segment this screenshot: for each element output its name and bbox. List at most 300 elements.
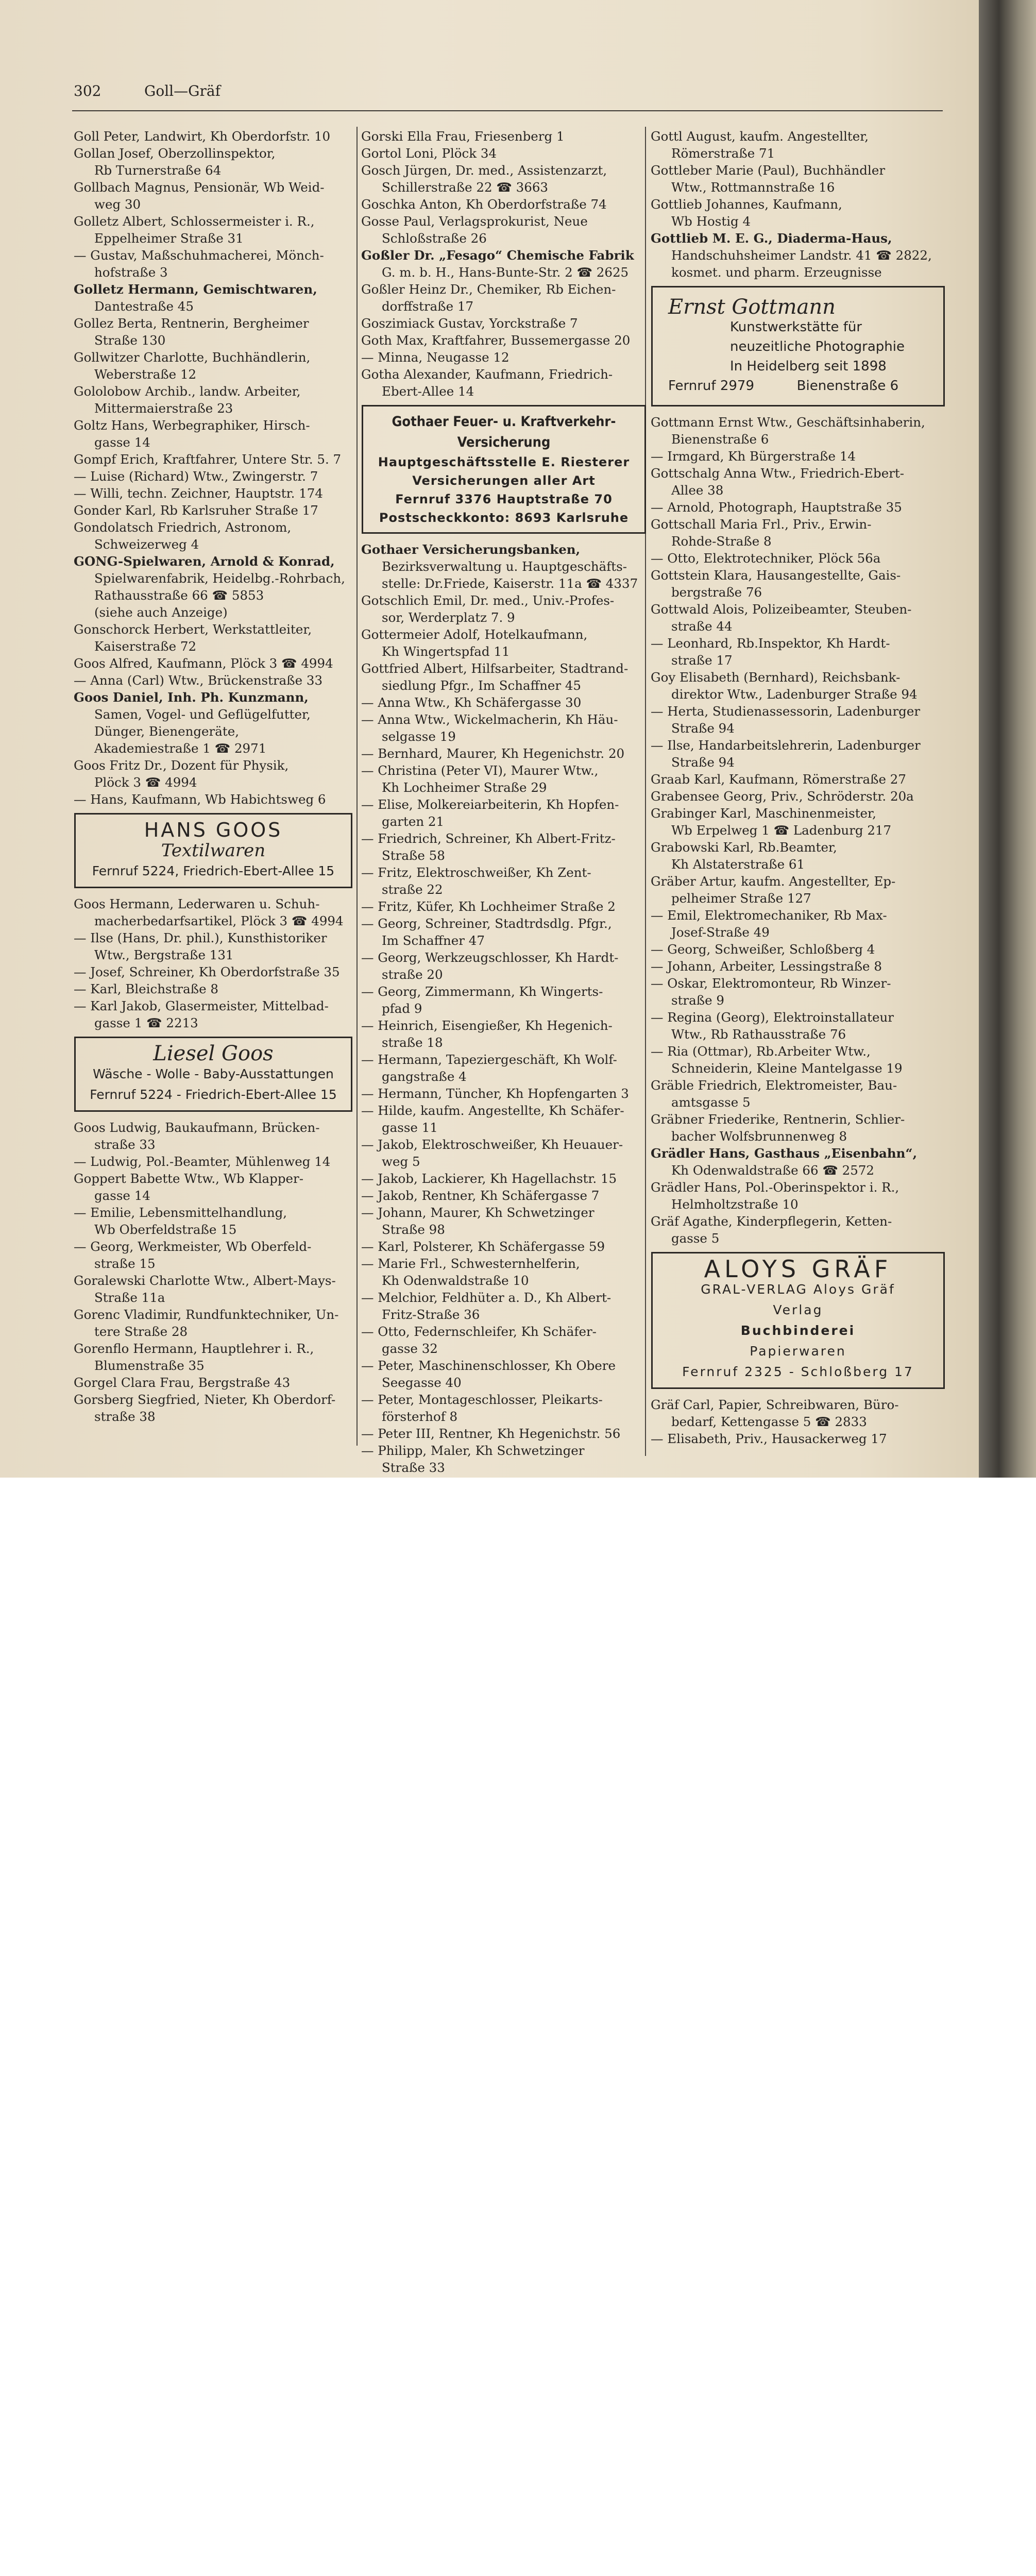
directory-entry (362, 1425, 646, 1442)
entry-continuation-line: pelheimer Straße 127 (671, 891, 811, 906)
directory-entry (362, 898, 646, 915)
entry-continuation-line: Kh Alstaterstraße 61 (671, 857, 805, 872)
entries-list (651, 414, 945, 1247)
entry-first-line: — Georg, Werkmeister, Wb Oberfeld- (74, 1239, 312, 1254)
directory-entry (74, 128, 352, 145)
entry-first-line: Grabowski Karl, Rb.Beamter, (651, 840, 837, 855)
directory-entry (362, 145, 646, 162)
entry-continuation-line: straße 15 (94, 1256, 156, 1271)
entry-first-line: Gosse Paul, Verlagsprokurist, Neue (361, 214, 588, 229)
entry-continuation-line: gasse 14 (94, 1188, 150, 1203)
header-rule (72, 110, 943, 111)
ad-contact: Fernruf 5224, Friedrich-Ebert-Allee 15 (92, 863, 335, 878)
directory-entry (362, 128, 646, 145)
entry-first-line: — Regina (Georg), Elektroinstallateur (651, 1010, 894, 1025)
directory-entry (74, 315, 352, 349)
directory-entry (362, 830, 646, 864)
entry-continuation-line: Spielwarenfabrik, Heidelbg.-Rohrbach, (94, 571, 345, 586)
directory-entry (74, 997, 352, 1031)
directory-entry (651, 567, 945, 601)
directory-entry (362, 796, 646, 830)
entry-first-line: — Christina (Peter VI), Maurer Wtw., (361, 763, 599, 778)
entry-first-line: Gondolatsch Friedrich, Astronom, (74, 520, 292, 535)
entry-continuation-line: Plöck 3 ☎ 4994 (94, 775, 197, 790)
directory-entry (362, 1102, 646, 1136)
entry-first-line: Golletz Albert, Schlossermeister i. R., (74, 214, 315, 229)
entry-continuation-line: gasse 32 (382, 1341, 438, 1356)
entry-continuation-line: Josef-Straße 49 (671, 925, 770, 940)
directory-entry (651, 465, 945, 499)
entry-continuation-line: direktor Wtw., Ladenburger Straße 94 (671, 687, 918, 702)
entry-first-line: Goos Daniel, Inh. Ph. Kunzmann, (74, 690, 309, 705)
entry-first-line: Gortol Loni, Plöck 34 (361, 146, 497, 161)
directory-entry (362, 213, 646, 247)
entry-continuation-line: Akademiestraße 1 ☎ 2971 (94, 741, 267, 756)
entry-continuation-line: straße 9 (671, 993, 724, 1008)
entry-first-line: Goll Peter, Landwirt, Kh Oberdorfstr. 10 (74, 129, 331, 144)
ad-line: GRAL-VERLAG Aloys Gräf (701, 1282, 895, 1297)
directory-entry (74, 1306, 352, 1340)
ad-title: ALOYS GRÄF (704, 1255, 892, 1283)
ad-line: neuzeitliche Photographie (730, 339, 905, 354)
entry-continuation-line: Dünger, Bienengeräte, (94, 724, 240, 739)
entry-continuation-line: G. m. b. H., Hans-Bunte-Str. 2 ☎ 2625 (382, 265, 629, 280)
entry-first-line: — Elise, Molkereiarbeiterin, Kh Hopfen- (361, 797, 619, 812)
entry-first-line: — Jakob, Rentner, Kh Schäfergasse 7 (361, 1188, 600, 1203)
directory-entry (362, 281, 646, 315)
entry-continuation-line: Seegasse 40 (382, 1375, 462, 1390)
entry-first-line: — Anna (Carl) Wtw., Brückenstraße 33 (74, 673, 323, 688)
entry-first-line: Grabensee Georg, Priv., Schröderstr. 20a (651, 789, 914, 804)
directory-entry (651, 1111, 945, 1145)
entries-list (362, 128, 646, 400)
column-divider (356, 127, 358, 1446)
entry-first-line: Goy Elisabeth (Bernhard), Reichsbank- (651, 670, 901, 685)
directory-entry (651, 448, 945, 465)
directory-entry (74, 1340, 352, 1374)
entry-first-line: Gompf Erich, Kraftfahrer, Untere Str. 5. 7 (74, 452, 342, 467)
entry-continuation-line: Straße 33 (382, 1460, 445, 1475)
ad-line: Buchbinderei (740, 1323, 856, 1338)
directory-entry (362, 349, 646, 366)
entry-continuation-line: Straße 98 (382, 1222, 445, 1237)
directory-entry (74, 179, 352, 213)
entry-first-line: Goßler Heinz Dr., Chemiker, Rb Eichen- (361, 282, 616, 297)
entry-continuation-line: Wtw., Rb Rathausstraße 76 (671, 1027, 846, 1042)
directory-entry (651, 196, 945, 230)
directory-entry (651, 128, 945, 162)
entry-first-line: Gräf Agathe, Kinderpflegerin, Ketten- (651, 1214, 892, 1229)
ad-line: Verlag (773, 1302, 823, 1317)
directory-entry (651, 414, 945, 448)
directory-entry (362, 949, 646, 983)
directory-entry (651, 805, 945, 839)
directory-entry (74, 1204, 352, 1238)
entry-continuation-line: Kaiserstraße 72 (94, 639, 197, 654)
ad-line: Hauptgeschäftsstelle E. Riesterer (378, 455, 630, 469)
directory-entry (74, 895, 352, 929)
directory-entry (362, 711, 646, 745)
directory-entry (74, 1238, 352, 1272)
directory-entry (74, 1153, 352, 1170)
entry-first-line: Gräble Friedrich, Elektromeister, Bau- (651, 1078, 897, 1093)
entry-first-line: Goos Hermann, Lederwaren u. Schuh- (74, 896, 320, 911)
entry-first-line: — Oskar, Elektromonteur, Rb Winzer- (651, 976, 891, 991)
directory-entry (74, 689, 352, 757)
entries-list (74, 895, 352, 1031)
entry-first-line: Gräber Artur, kaufm. Angestellter, Ep- (651, 874, 896, 889)
entry-continuation-line: Mittermaierstraße 23 (94, 401, 233, 416)
directory-entry (74, 1170, 352, 1204)
directory-entry (74, 963, 352, 980)
entry-first-line: Golletz Hermann, Gemischtwaren, (74, 282, 317, 297)
entry-continuation-line: Straße 94 (671, 721, 735, 736)
directory-entry (362, 1204, 646, 1238)
ad-line: Kunstwerkstätte für (730, 319, 862, 335)
entry-first-line: Goppert Babette Wtw., Wb Klapper- (74, 1171, 304, 1186)
directory-entry (362, 1391, 646, 1425)
directory-entry (362, 247, 646, 281)
entry-first-line: — Otto, Elektrotechniker, Plöck 56a (651, 551, 881, 566)
entry-continuation-line: weg 30 (94, 197, 141, 212)
entry-first-line: — Hermann, Tapeziergeschäft, Kh Wolf- (361, 1052, 617, 1067)
entry-first-line: — Bernhard, Maurer, Kh Hegenichstr. 20 (361, 746, 625, 761)
entry-first-line: Gollwitzer Charlotte, Buchhändlerin, (74, 350, 311, 365)
entry-continuation-line: stelle: Dr.Friede, Kaiserstr. 11a ☎ 4337 (382, 576, 638, 591)
entry-continuation-line: bergstraße 76 (671, 585, 762, 600)
directory-entry (74, 553, 352, 621)
entry-first-line: — Arnold, Photograph, Hauptstraße 35 (651, 500, 902, 515)
directory-entry (362, 626, 646, 660)
directory-entry (362, 332, 646, 349)
entry-first-line: — Herta, Studienassessorin, Ladenburger (651, 704, 921, 719)
entry-first-line: Goos Fritz Dr., Dozent für Physik, (74, 758, 289, 773)
entry-continuation-line: kosmet. und pharm. Erzeugnisse (671, 265, 882, 280)
entry-first-line: — Leonhard, Rb.Inspektor, Kh Hardt- (651, 636, 890, 651)
entry-continuation-line: gasse 14 (94, 435, 150, 450)
ad-line: Versicherungen aller Art (412, 473, 596, 488)
directory-entry (362, 1357, 646, 1391)
entry-first-line: Goßler Dr. „Fesago“ Chemische Fabrik (361, 248, 634, 263)
entry-first-line: GONG-Spielwaren, Arnold & Konrad, (74, 554, 335, 569)
entry-continuation-line: Wtw., Rottmannstraße 16 (671, 180, 835, 195)
entry-continuation-line: Schillerstraße 22 ☎ 3663 (382, 180, 549, 195)
directory-entry (651, 1145, 945, 1179)
entry-continuation-line: hofstraße 3 (94, 265, 168, 280)
entry-first-line: Goszimiack Gustav, Yorckstraße 7 (361, 316, 578, 331)
ad-line: Papierwaren (750, 1344, 846, 1359)
entry-first-line: Grädler Hans, Pol.-Oberinspektor i. R., (651, 1180, 899, 1195)
ad-contact: Fernruf 2979 Bienenstraße 6 (668, 378, 899, 394)
directory-entry (362, 1255, 646, 1289)
entry-continuation-line: straße 22 (382, 882, 443, 897)
ad-subtitle: Wäsche - Wolle - Baby-Ausstattungen (93, 1066, 334, 1081)
entry-first-line: Gorsberg Siegfried, Nieter, Kh Oberdorf- (74, 1392, 336, 1407)
entry-continuation-line: Rohde-Straße 8 (671, 534, 772, 549)
ad-line: In Heidelberg seit 1898 (730, 359, 887, 374)
entry-first-line: — Georg, Werkzeugschlosser, Kh Hardt- (361, 950, 619, 965)
directory-entry (362, 915, 646, 949)
directory-entry (651, 1179, 945, 1213)
directory-entry (74, 349, 352, 383)
directory-entry (74, 519, 352, 553)
entry-first-line: — Melchior, Feldhüter a. D., Kh Albert- (361, 1290, 612, 1305)
entry-first-line: — Peter, Montageschlosser, Pleikarts- (361, 1392, 603, 1407)
ad-title: HANS GOOS (144, 819, 283, 841)
directory-entry (651, 975, 945, 1009)
directory-entry (362, 1051, 646, 1085)
directory-entry (651, 669, 945, 703)
directory-entry (651, 1077, 945, 1111)
entry-continuation-line: Wb Erpelweg 1 ☎ Ladenburg 217 (671, 823, 892, 838)
entry-first-line: — Ludwig, Pol.-Beamter, Mühlenweg 14 (74, 1154, 331, 1169)
entry-continuation-line: Rb Turnerstraße 64 (94, 163, 222, 178)
directory-entry (651, 1430, 945, 1447)
ad-title: Liesel Goos (153, 1042, 274, 1065)
entry-continuation-line: Helmholtzstraße 10 (671, 1197, 799, 1212)
directory-entry (362, 1289, 646, 1323)
ad-line: Fernruf 3376 Hauptstraße 70 (395, 492, 613, 506)
entry-first-line: Gottlieb Johannes, Kaufmann, (651, 197, 842, 212)
directory-entry (74, 502, 352, 519)
advertisement-gottmann (651, 286, 945, 406)
entry-first-line: Goschka Anton, Kh Oberdorfstraße 74 (361, 197, 607, 212)
entry-first-line: Gottlieb M. E. G., Diaderma-Haus, (651, 231, 892, 246)
entry-continuation-line: Römerstraße 71 (671, 146, 775, 161)
directory-entry (74, 145, 352, 179)
advertisement-aloys-graef (651, 1252, 945, 1389)
entry-first-line: Gollan Josef, Oberzollinspektor, (74, 146, 276, 161)
entry-first-line: Gorenc Vladimir, Rundfunktechniker, Un- (74, 1307, 339, 1322)
entry-first-line: Goth Max, Kraftfahrer, Bussemergasse 20 (361, 333, 631, 348)
entry-first-line: — Minna, Neugasse 12 (361, 350, 509, 365)
entry-continuation-line: selgasse 19 (382, 729, 456, 744)
entry-continuation-line: Kh Lochheimer Straße 29 (382, 780, 547, 795)
entry-continuation-line: gangstraße 4 (382, 1069, 467, 1084)
directory-entry (74, 1391, 352, 1425)
entry-first-line: Gräf Carl, Papier, Schreibwaren, Büro- (651, 1397, 899, 1412)
entry-continuation-line: garten 21 (382, 814, 445, 829)
directory-entry (362, 660, 646, 694)
directory-entry (74, 417, 352, 451)
entry-first-line: — Johann, Arbeiter, Lessingstraße 8 (651, 959, 882, 974)
directory-entry (74, 383, 352, 417)
entry-continuation-line: bacher Wolfsbrunnenweg 8 (671, 1129, 847, 1144)
entry-first-line: Gonschorck Herbert, Werkstattleiter, (74, 622, 312, 637)
directory-entry (362, 196, 646, 213)
entry-first-line: Gottleber Marie (Paul), Buchhändler (651, 163, 886, 178)
directory-entry (74, 672, 352, 689)
directory-entry (362, 366, 646, 400)
directory-entry (74, 791, 352, 808)
entry-first-line: Grabinger Karl, Maschinenmeister, (651, 806, 876, 821)
entry-first-line: — Irmgard, Kh Bürgerstraße 14 (651, 449, 856, 464)
directory-entry (651, 635, 945, 669)
entry-continuation-line: weg 5 (382, 1154, 420, 1169)
directory-entry (651, 788, 945, 805)
entry-continuation-line: Eppelheimer Straße 31 (94, 231, 244, 246)
entry-first-line: — Hermann, Tüncher, Kh Hopfengarten 3 (361, 1086, 629, 1101)
directory-entry (362, 983, 646, 1017)
ad-contact: Fernruf 5224 - Friedrich-Ebert-Allee 15 (90, 1087, 337, 1102)
directory-entry (74, 980, 352, 997)
entry-continuation-line: Kh Wingertspfad 11 (382, 644, 510, 659)
directory-entry (362, 1442, 646, 1476)
directory-entry (362, 592, 646, 626)
entry-first-line: — Georg, Schreiner, Stadtrdsdlg. Pfgr., (361, 916, 612, 931)
directory-entry (74, 929, 352, 963)
directory-entry (651, 550, 945, 567)
entry-continuation-line: Straße 11a (94, 1290, 165, 1305)
directory-entry (651, 771, 945, 788)
entry-continuation-line: Straße 94 (671, 755, 735, 770)
directory-entry (362, 1323, 646, 1357)
directory-entry (651, 499, 945, 516)
directory-entry (362, 745, 646, 762)
directory-entry (74, 451, 352, 468)
entry-first-line: Gottwald Alois, Polizeibeamter, Steuben- (651, 602, 912, 617)
directory-entry (362, 762, 646, 796)
ad-subtitle: Textilwaren (161, 840, 266, 861)
directory-entry (651, 873, 945, 907)
directory-entry (74, 485, 352, 502)
directory-entry (651, 1396, 945, 1430)
entry-continuation-line: Bezirksverwaltung u. Hauptgeschäfts- (382, 559, 627, 574)
entry-first-line: Gothaer Versicherungsbanken, (361, 542, 581, 557)
entry-first-line: — Josef, Schreiner, Kh Oberdorfstraße 35 (74, 964, 340, 979)
directory-entry (651, 516, 945, 550)
entry-continuation-line: Wtw., Bergstraße 131 (94, 947, 234, 962)
entry-first-line: Gotha Alexander, Kaufmann, Friedrich- (361, 367, 613, 382)
directory-entry (74, 621, 352, 655)
entry-continuation-line: bedarf, Kettengasse 5 ☎ 2833 (671, 1414, 867, 1429)
entry-continuation-line: Weberstraße 12 (94, 367, 197, 382)
entry-continuation-line: straße 44 (671, 619, 733, 634)
ad-line: Postscheckkonto: 8693 Karlsruhe (379, 511, 629, 525)
entry-first-line: — Karl Jakob, Glasermeister, Mittelbad- (74, 998, 329, 1013)
directory-entry (651, 162, 945, 196)
ad-title: Ernst Gottmann (668, 295, 836, 319)
entry-continuation-line: straße 17 (671, 653, 733, 668)
entries-list (74, 128, 352, 808)
directory-entry (362, 1187, 646, 1204)
entry-continuation-line: Kh Odenwaldstraße 10 (382, 1273, 529, 1288)
entry-continuation-line: försterhof 8 (382, 1409, 458, 1424)
entries-list (74, 1119, 352, 1425)
entry-continuation-line: gasse 5 (671, 1231, 720, 1246)
entry-continuation-line: Handschuhsheimer Landstr. 41 ☎ 2822, (671, 248, 932, 263)
entry-continuation-line: (siehe auch Anzeige) (94, 605, 228, 620)
entry-first-line: Gorenflo Hermann, Hauptlehrer i. R., (74, 1341, 314, 1356)
entry-first-line: — Marie Frl., Schwesternhelferin, (361, 1256, 580, 1271)
entry-continuation-line: straße 38 (94, 1409, 156, 1424)
directory-entry (362, 1170, 646, 1187)
entry-continuation-line: Fritz-Straße 36 (382, 1307, 480, 1322)
directory-entry (362, 315, 646, 332)
entry-first-line: Goos Alfred, Kaufmann, Plöck 3 ☎ 4994 (74, 656, 333, 671)
directory-entry (651, 958, 945, 975)
entry-first-line: Gottstein Klara, Hausangestellte, Gais- (651, 568, 901, 583)
entry-first-line: Goos Ludwig, Baukaufmann, Brücken- (74, 1120, 320, 1135)
directory-entry (74, 1272, 352, 1306)
entry-first-line: — Otto, Federnschleifer, Kh Schäfer- (361, 1324, 597, 1339)
advertisement-liesel-goos (74, 1037, 352, 1112)
entry-continuation-line: sor, Werderplatz 7. 9 (382, 610, 515, 625)
entry-continuation-line: Wb Hostig 4 (671, 214, 751, 229)
entry-continuation-line: Bienenstraße 6 (671, 432, 769, 447)
entry-first-line: — Fritz, Elektroschweißer, Kh Zent- (361, 865, 591, 880)
column-2 (362, 128, 646, 1544)
entry-first-line: Gollbach Magnus, Pensionär, Wb Weid- (74, 180, 325, 195)
entry-first-line: — Jakob, Elektroschweißer, Kh Heuauer- (361, 1137, 623, 1152)
entry-first-line: Gottmann Ernst Wtw., Geschäftsinhaberin, (651, 415, 925, 430)
entry-continuation-line: pfad 9 (382, 1001, 422, 1016)
entry-first-line: — Peter, Maschinenschlosser, Kh Obere (361, 1358, 616, 1373)
directory-entry (74, 757, 352, 791)
running-headword: Goll—Gräf (144, 82, 220, 99)
entry-continuation-line: straße 33 (94, 1137, 156, 1152)
entry-first-line: Gonder Karl, Rb Karlsruher Straße 17 (74, 503, 318, 518)
entry-first-line: — Luise (Richard) Wtw., Zwingerstr. 7 (74, 469, 318, 484)
entry-continuation-line: gasse 1 ☎ 2213 (94, 1015, 198, 1030)
directory-entry (651, 1213, 945, 1247)
entry-continuation-line: dorffstraße 17 (382, 299, 474, 314)
entry-first-line: Gorgel Clara Frau, Bergstraße 43 (74, 1375, 291, 1390)
entries-list (651, 1396, 945, 1447)
directory-entry (651, 230, 945, 281)
entry-first-line: Gottfried Albert, Hilfsarbeiter, Stadtrand- (361, 661, 629, 676)
entry-continuation-line: Schneiderin, Kleine Mantelgasse 19 (671, 1061, 903, 1076)
entry-first-line: — Emilie, Lebensmittelhandlung, (74, 1205, 287, 1220)
entry-continuation-line: Dantestraße 45 (94, 299, 194, 314)
directory-entry (651, 1009, 945, 1043)
directory-entry (362, 541, 646, 592)
directory-entry (362, 162, 646, 196)
directory-entry (651, 737, 945, 771)
directory-entry (651, 941, 945, 958)
entry-continuation-line: Samen, Vogel- und Geflügelfutter, (94, 707, 311, 722)
entry-continuation-line: amtsgasse 5 (671, 1095, 751, 1110)
entry-first-line: — Georg, Zimmermann, Kh Wingerts- (361, 984, 603, 999)
entry-continuation-line: Schweizerweg 4 (94, 537, 199, 552)
entry-first-line: — Willi, techn. Zeichner, Hauptstr. 174 (74, 486, 323, 501)
entry-first-line: Gosch Jürgen, Dr. med., Assistenzarzt, (361, 163, 607, 178)
entry-first-line: Gololobow Archib., landw. Arbeiter, (74, 384, 301, 399)
directory-entry (362, 1238, 646, 1255)
entry-continuation-line: Schloßstraße 26 (382, 231, 487, 246)
entry-continuation-line: tere Straße 28 (94, 1324, 188, 1339)
entry-first-line: Grädler Hans, Gasthaus „Eisenbahn“, (651, 1146, 918, 1161)
entry-first-line: Gottschalg Anna Wtw., Friedrich-Ebert- (651, 466, 905, 481)
entry-continuation-line: macherbedarfsartikel, Plöck 3 ☎ 4994 (94, 913, 344, 928)
entry-first-line: — Gustav, Maßschuhmacherei, Mönch- (74, 248, 324, 263)
page-number: 302 (74, 82, 101, 99)
directory-entry (362, 694, 646, 711)
entry-first-line: Gotschlich Emil, Dr. med., Univ.-Profes- (361, 593, 615, 608)
entry-first-line: — Johann, Maurer, Kh Schwetzinger (361, 1205, 595, 1220)
entry-first-line: — Philipp, Maler, Kh Schwetzinger (361, 1443, 585, 1458)
directory-entry (74, 247, 352, 281)
directory-entry (362, 864, 646, 898)
entry-first-line: — Fritz, Küfer, Kh Lochheimer Straße 2 (361, 899, 616, 914)
directory-entry (651, 1043, 945, 1077)
entry-continuation-line: gasse 11 (382, 1120, 438, 1135)
directory-entry (362, 1085, 646, 1102)
entry-continuation-line: Wb Oberfeldstraße 15 (94, 1222, 237, 1237)
entry-first-line: Gottermeier Adolf, Hotelkaufmann, (361, 627, 588, 642)
directory-entry (651, 839, 945, 873)
entry-continuation-line: Straße 58 (382, 848, 445, 863)
